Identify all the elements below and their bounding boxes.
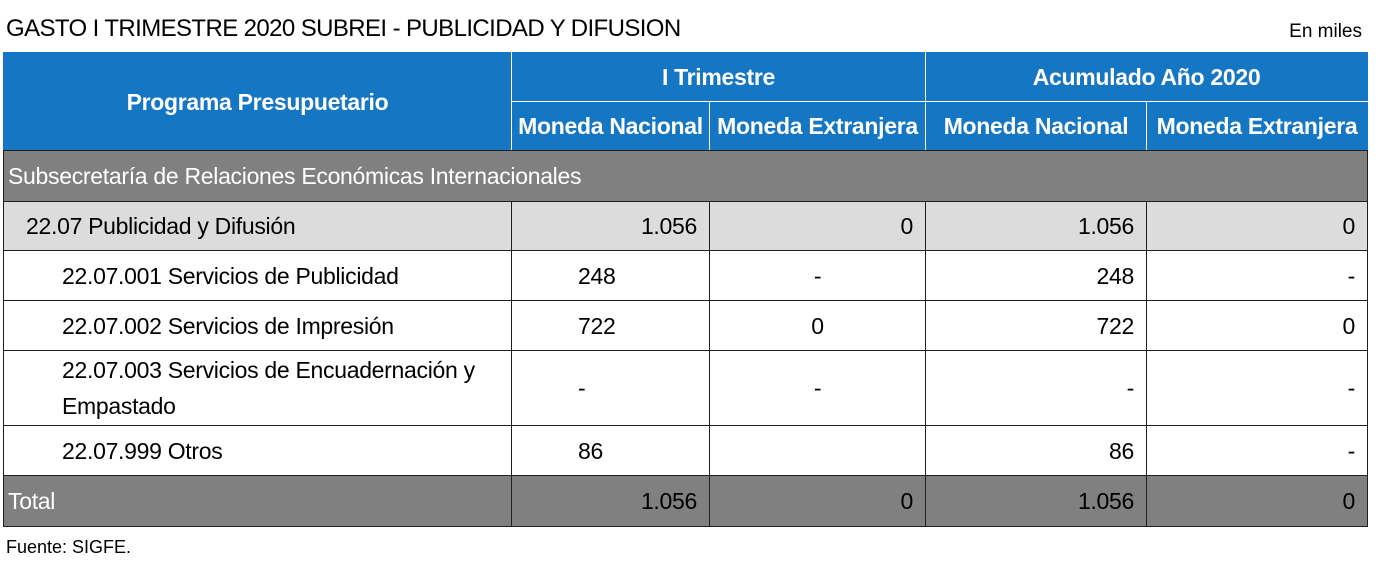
source-note: Fuente: SIGFE. [6, 537, 132, 557]
table-row [4, 426, 1368, 476]
cell-value: 1.056 [926, 202, 1147, 251]
cell-value: - [1147, 426, 1368, 476]
table-row [4, 251, 1368, 301]
col-header-a-foreign: Moneda Extranjera [1147, 102, 1368, 151]
cell-value: - [926, 351, 1147, 426]
cell-value: - [1147, 351, 1368, 426]
col-header-q-national: Moneda Nacional [512, 102, 710, 151]
cell-value: 86 [926, 426, 1147, 476]
col-header-cumulative: Acumulado Año 2020 [926, 53, 1368, 102]
cell-value: 1.056 [926, 476, 1147, 527]
row-label: 22.07.999 Otros [4, 426, 512, 476]
row-label: 22.07.002 Servicios de Impresión [4, 301, 512, 351]
cell-value: 1.056 [512, 202, 710, 251]
cell-value: - [1147, 251, 1368, 301]
total-label: Total [4, 476, 512, 527]
cell-value: 86 [512, 426, 710, 476]
row-label: 22.07.003 Servicios de Encuadernación y Empastado [4, 351, 512, 426]
section-row [4, 151, 1368, 202]
cell-value: 722 [926, 301, 1147, 351]
section-label: Subsecretaría de Relaciones Económicas Internacionales [4, 151, 1368, 202]
table-row [4, 301, 1368, 351]
cell-value: 248 [512, 251, 710, 301]
report-title: GASTO I TRIMESTRE 2020 SUBREI - PUBLICIDAD Y DIFUSION [6, 15, 681, 42]
table-row [4, 351, 1368, 426]
cell-value: 1.056 [512, 476, 710, 527]
subtotal-row [4, 202, 1368, 251]
cell-value: 0 [710, 301, 926, 351]
cell-value: 0 [1147, 202, 1368, 251]
cell-value: - [710, 351, 926, 426]
cell-value: 248 [926, 251, 1147, 301]
col-header-a-national: Moneda Nacional [926, 102, 1147, 151]
col-header-quarter: I Trimestre [512, 53, 926, 102]
col-header-q-foreign: Moneda Extranjera [710, 102, 926, 151]
row-label: 22.07.001 Servicios de Publicidad [4, 251, 512, 301]
unit-label: En miles [1289, 21, 1362, 42]
cell-value: 0 [710, 202, 926, 251]
total-row [4, 476, 1368, 527]
cell-value: - [512, 351, 710, 426]
table-header-row-1 [4, 53, 1368, 102]
col-header-program: Programa Presupuetario [4, 53, 512, 151]
subtotal-label: 22.07 Publicidad y Difusión [4, 202, 512, 251]
cell-value: - [710, 251, 926, 301]
cell-value: 722 [512, 301, 710, 351]
cell-value [710, 426, 926, 476]
cell-value: 0 [710, 476, 926, 527]
budget-table [3, 52, 1368, 527]
cell-value: 0 [1147, 476, 1368, 527]
cell-value: 0 [1147, 301, 1368, 351]
